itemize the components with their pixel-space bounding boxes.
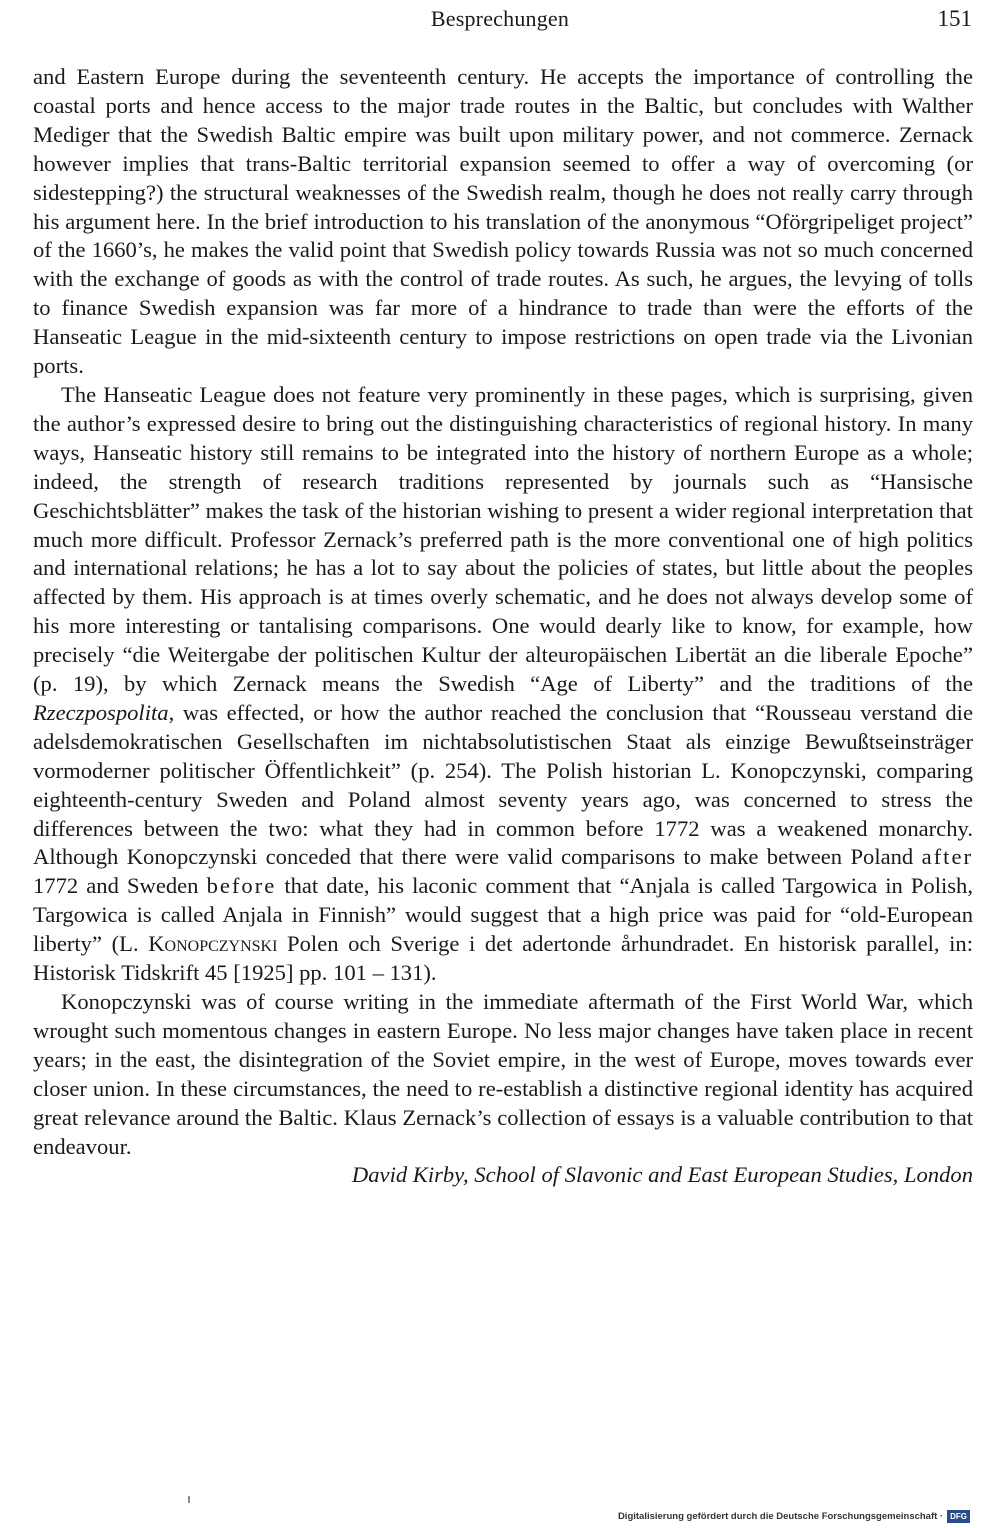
page-number: 151: [937, 6, 972, 31]
emphasis-rzeczpospolita: Rzeczpospolita: [33, 699, 169, 725]
article-body: [33, 63, 973, 1190]
paragraph-2-text-b: , was effected, or how the author reached the conclusion that “Rousseau verstand die adelsdemokratischen Gesellschaften im nichtabsolutistischen Staat als einzige Bewußtseinsträger vormoderner politischer Öffentlichkeit” (p. 254). The Polish historian L. Konopczynski, comparing eighteenth-century Sweden and Poland almost seventy years ago, was concerned to stress the differences between the two: what they had in common before 1772 was a weakened monarchy. Although Konopczynski conceded that there were valid comparisons to make between Poland: [33, 699, 973, 870]
scan-mark: [188, 1496, 190, 1503]
paragraph-2-text-a: The Hanseatic League does not feature very prominently in these pages, which is surprising, given the author’s expressed desire to bring out the distinguishing characteristics of regional history. In many ways, Hanseatic history still remains to be integrated into the history of northern Europe as a whole; indeed, the strength of research traditions represented by journals such as “Hansische Geschichtsblätter” makes the task of the historian wishing to present a wider regional interpretation that much more difficult. Professor Zernack’s preferred path is the more conventional one of high politics and international relations; he has a lot to say about the policies of states, but little about the peoples affected by them. His approach is at times overly schematic, and he does not always develop some of his more interesting or tantalising comparisons. One would dearly like to know, for example, how precisely “die Weitergabe der politischen Kultur der alteuropäischen Libertät an die liberale Epoche” (p. 19), by which Zernack means the Swedish “Age of Liberty” and the traditions of the: [33, 381, 973, 697]
paragraph-2-text-c: 1772 and Sweden: [33, 873, 207, 899]
digitization-credit: [618, 1510, 970, 1523]
paragraph-2-text-d: that date, his laconic comment that “Anjala is called Targowica in Polish, Targowica is called Anjala in Finnish” would suggest that a high price was paid for “old-European liberty” (L.: [33, 873, 973, 957]
spaced-word-before: before: [206, 873, 277, 899]
reviewer-signature: David Kirby, School of Slavonic and East European Studies, London: [351, 1162, 973, 1188]
paragraph-2-text-e: Polen och Sverige i det adertonde århundradet. En historisk parallel, in: Historisk Tidskrift 45 [1925] pp. 101 – 131).: [33, 931, 973, 986]
running-title: Besprechungen: [430, 6, 570, 31]
running-head: [0, 6, 1000, 40]
dfg-logo-icon: DFG: [947, 1510, 970, 1523]
credit-text: Digitalisierung gefördert durch die Deutsche Forschungsgemeinschaft ·: [617, 1511, 944, 1522]
paragraph-3: Konopczynski was of course writing in the immediate aftermath of the First World War, which wrought such momentous changes in eastern Europe. No less major changes have taken place in recent years; in the east, the disintegration of the Soviet empire, in the west of Europe, moves towards ever closer union. In these circumstances, the need to re-establish a distinctive regional identity has acquired great relevance around the Baltic. Klaus Zernack’s collection of essays is a valuable contribution to that endeavour.: [33, 989, 973, 1159]
spaced-word-after: after: [921, 844, 973, 870]
author-small-caps: Konopczynski: [148, 931, 278, 957]
paragraph-1: and Eastern Europe during the seventeenth century. He accepts the importance of controlling the coastal ports and hence access to the major trade routes in the Baltic, but concludes with Walther Mediger that the Swedish Baltic empire was built upon military power, and not commerce. Zernack however implies that trans-Baltic territorial expansion seemed to offer a way of overcoming (or sidestepping?) the structural weaknesses of the Swedish realm, though he does not really carry through his argument here. In the brief introduction to his translation of the anonymous “Oförgripeliget project” of the 1660’s, he makes the valid point that Swedish policy towards Russia was not so much concerned with the exchange of goods as with the control of trade routes. As such, he argues, the levying of tolls to finance Swedish expansion was far more of a hindrance to trade than were the efforts of the Hanseatic League in the mid-sixteenth century to impose restrictions on open trade via the Livonian ports.: [33, 64, 973, 379]
paragraph-2: [33, 381, 973, 988]
